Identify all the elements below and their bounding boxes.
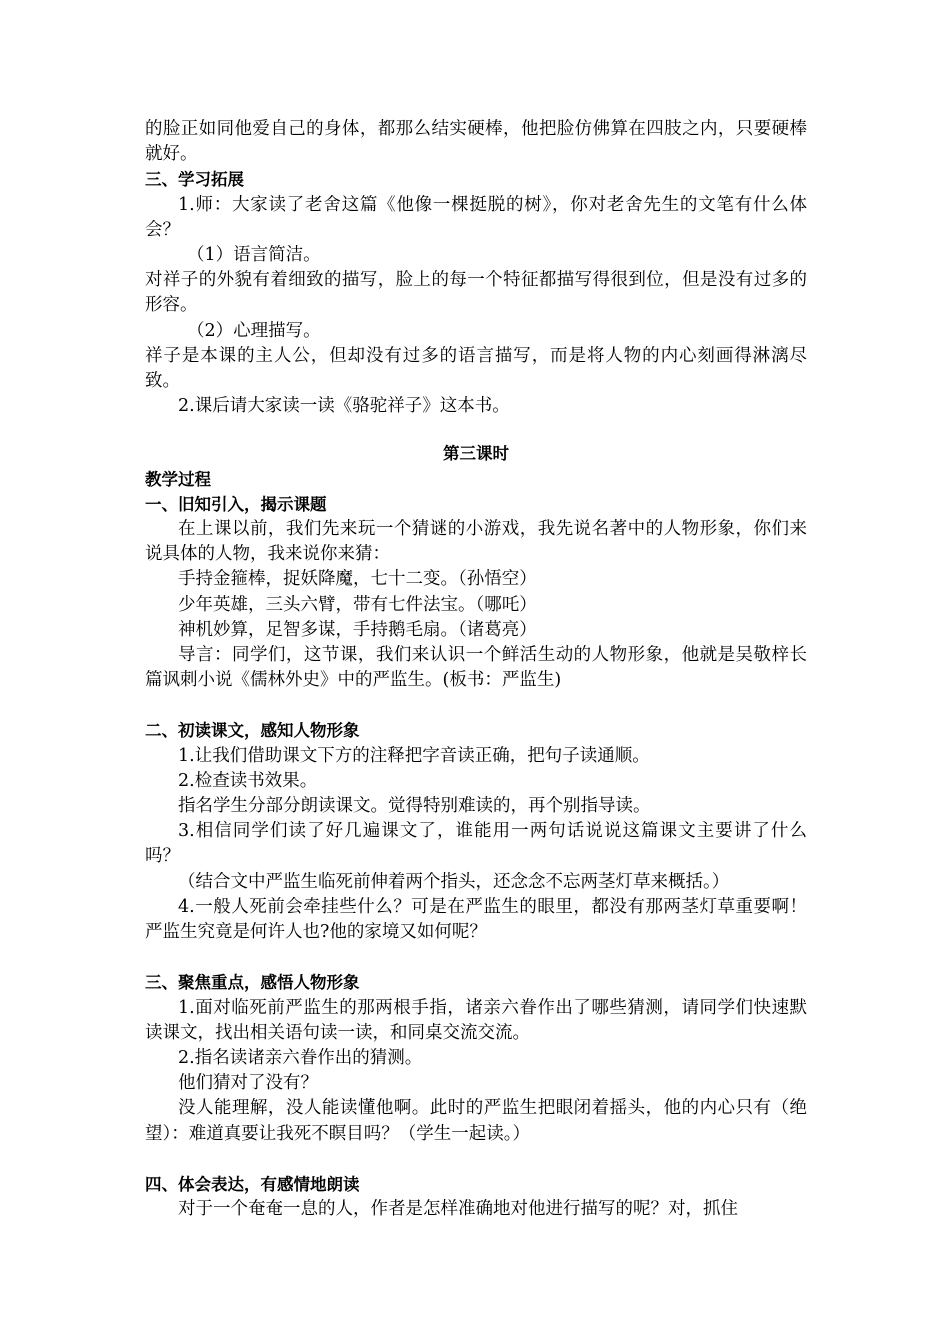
paragraph: 2.检查读书效果。 — [178, 770, 318, 791]
paragraph: 对于一个奄奄一息的人，作者是怎样准确地对他进行描写的呢？对，抓住 — [178, 1198, 738, 1219]
paragraph: 导言：同学们，这节课，我们来认识一个鲜活生动的人物形象，他就是吴敬梓长篇讽刺小说《儒林外史》中的严监生。(板书：严监生) — [145, 645, 807, 691]
section-heading: 三、聚焦重点，感悟人物形象 — [145, 973, 360, 993]
paragraph: 祥子是本课的主人公，但却没有过多的语言描写，而是将人物的内心刻画得淋漓尽致。 — [145, 345, 807, 392]
paragraph: 2.课后请大家读一读《骆驼祥子》这本书。 — [178, 396, 510, 417]
paragraph: 在上课以前，我们先来玩一个猜谜的小游戏，我先说名著中的人物形象，你们来说具体的人物，我来说你来猜： — [145, 519, 807, 565]
paragraph: 没人能理解，没人能读懂他啊。此时的严监生把眼闭着摇头，他的内心只有（绝望）：难道真要让我死不瞑目吗？（学生一起读。） — [145, 1098, 807, 1144]
paragraph: （1）语言简洁。 — [187, 245, 321, 266]
paragraph: 指名学生分部分朗读课文。觉得特别难读的，再个别指导读。 — [178, 796, 651, 817]
paragraph: 手持金箍棒，捉妖降魔，七十二变。（孙悟空） — [178, 569, 537, 590]
paragraph: （2）心理描写。 — [187, 320, 321, 341]
paragraph: 他们猜对了没有？ — [178, 1073, 318, 1094]
paragraph: 少年英雄，三头六臂，带有七件法宝。（哪吒） — [178, 594, 537, 615]
section-heading: 一、旧知引入，揭示课题 — [145, 494, 327, 514]
paragraph: 4.一般人死前会牵挂些什么？可是在严监生的眼里，都没有那两茎灯草重要啊！严监生究竟是何许人也?他的家境又如何呢？ — [145, 896, 807, 943]
paragraph: 神机妙算，足智多谋，手持鹅毛扇。（诸葛亮） — [178, 619, 537, 640]
paragraph: 3.相信同学们读了好几遍课文了，谁能用一两句话说说这篇课文主要讲了什么吗？ — [145, 821, 807, 867]
paragraph: 1.让我们借助课文下方的注释把字音读正确，把句子读通顺。 — [178, 745, 650, 766]
paragraph: 的脸正如同他爱自己的身体，都那么结实硬棒，他把脸仿佛算在四肢之内，只要硬棒就好。 — [145, 119, 807, 165]
process-heading: 教学过程 — [145, 469, 211, 489]
paragraph: （结合文中严监生临死前伸着两个指头，还念念不忘两茎灯草来概括。） — [178, 871, 730, 892]
lesson-title: 第三课时 — [443, 444, 509, 464]
section-heading: 三、学习拓展 — [145, 170, 244, 190]
paragraph: 1.面对临死前严监生的那两根手指，诸亲六眷作出了哪些猜测，请同学们快速默读课文，找出相关语句读一读，和同桌交流交流。 — [145, 997, 807, 1043]
document-page — [145, 117, 807, 1222]
paragraph: 1.师：大家读了老舍这篇《他像一棵挺脱的树》，你对老舍先生的文笔有什么体会？ — [145, 194, 807, 240]
paragraph: 2.指名读诸亲六眷作出的猜测。 — [178, 1047, 423, 1068]
section-heading: 四、体会表达，有感情地朗读 — [145, 1174, 360, 1194]
section-heading: 二、初读课文，感知人物形象 — [145, 721, 360, 741]
paragraph: 对祥子的外貌有着细致的描写，脸上的每一个特征都描写得很到位，但是没有过多的形容。 — [145, 270, 807, 316]
